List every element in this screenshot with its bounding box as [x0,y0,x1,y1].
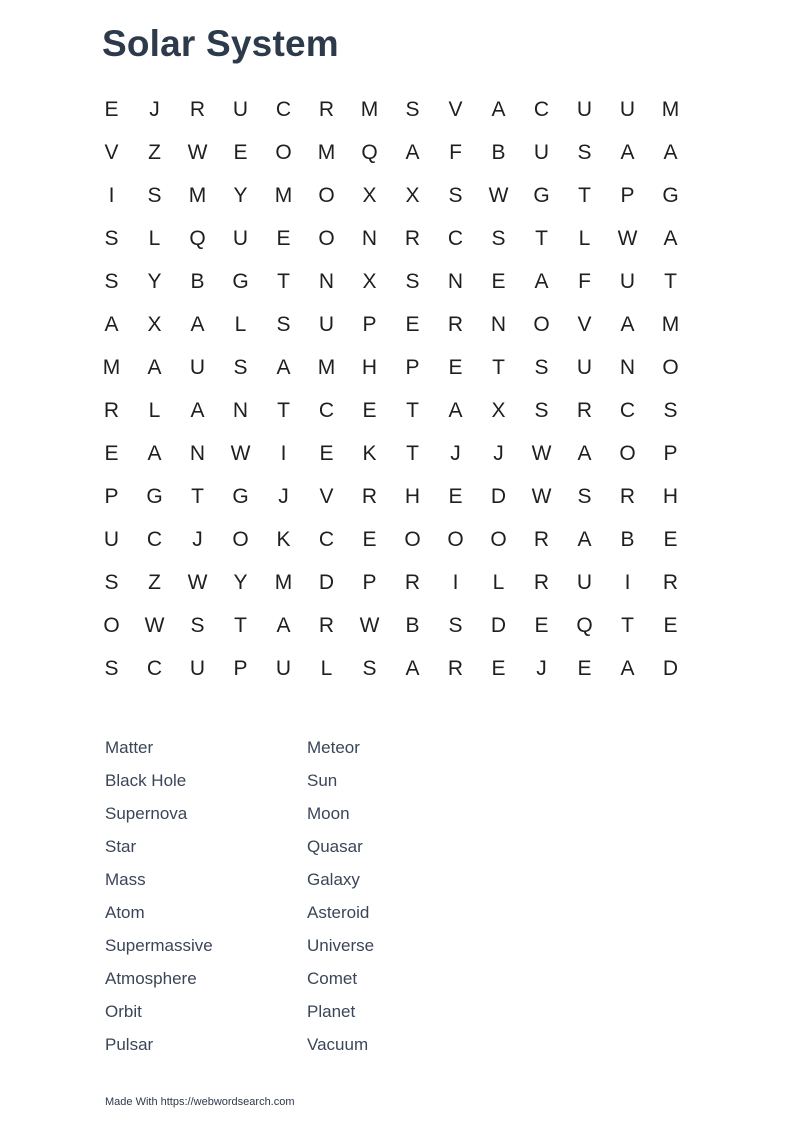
grid-letter: U [576,355,593,379]
grid-letter: R [103,398,120,422]
grid-letter: U [576,97,593,121]
grid-letter: A [276,355,291,379]
grid-letter: E [104,97,119,121]
grid-letter: O [103,613,120,637]
grid-letter: Y [233,570,248,594]
grid-letter: S [362,656,377,680]
grid-letter: E [534,613,549,637]
grid-letter: N [447,269,464,293]
grid-letter: V [104,140,119,164]
grid-letter: U [576,570,593,594]
grid-letter: R [576,398,593,422]
grid-letter: L [148,398,161,422]
grid-letter: E [448,484,463,508]
grid-letter: S [405,269,420,293]
grid-letter: C [146,656,163,680]
grid-letter: T [191,484,204,508]
grid-letter: A [620,312,635,336]
grid-letter: J [536,656,547,680]
word-list-item: Meteor [307,738,360,757]
grid-letter: C [533,97,550,121]
grid-letter: M [188,183,207,207]
grid-letter: A [448,398,463,422]
grid-letter: O [318,183,335,207]
grid-letter: M [274,570,293,594]
word-list-item: Supermassive [105,936,213,955]
grid-letter: N [619,355,636,379]
grid-letter: M [661,97,680,121]
grid-letter: R [447,312,464,336]
grid-letter: P [620,183,635,207]
grid-letter: A [405,140,420,164]
grid-letter: O [275,140,292,164]
grid-letter: N [490,312,507,336]
grid-letter: X [491,398,506,422]
grid-letter: A [276,613,291,637]
grid-letter: B [491,140,506,164]
grid-letter: Y [147,269,162,293]
grid-letter: Q [361,140,378,164]
grid-letter: T [234,613,247,637]
grid-letter: X [362,183,377,207]
grid-letter: A [190,312,205,336]
grid-letter: L [320,656,333,680]
grid-letter: S [405,97,420,121]
grid-letter: U [275,656,292,680]
word-list-item: Asteroid [307,903,370,922]
grid-letter: A [491,97,506,121]
grid-letter: T [277,269,290,293]
grid-letter: X [147,312,162,336]
word-list-item: Black Hole [105,771,187,790]
grid-letter: I [452,570,459,594]
grid-letter: H [404,484,421,508]
grid-letter: O [619,441,636,465]
grid-letter: B [190,269,205,293]
grid-letter: R [318,613,335,637]
grid-letter: S [147,183,162,207]
grid-letter: M [274,183,293,207]
word-list-item: Mass [105,870,146,889]
grid-letter: K [362,441,377,465]
grid-letter: W [488,183,509,207]
word-list-item: Star [105,837,137,856]
grid-letter: S [534,398,549,422]
grid-letter: S [663,398,678,422]
grid-letter: W [187,570,208,594]
grid-letter: I [108,183,115,207]
grid-letter: W [144,613,165,637]
grid-letter: G [232,269,249,293]
grid-letter: R [318,97,335,121]
grid-letter: F [578,269,591,293]
grid-letter: J [149,97,160,121]
grid-letter: K [276,527,291,551]
grid-letter: B [620,527,635,551]
grid-letter: A [663,226,678,250]
grid-letter: A [620,656,635,680]
grid-letter: U [232,97,249,121]
grid-letter: T [492,355,505,379]
grid-letter: C [318,527,335,551]
grid-letter: E [491,656,506,680]
grid-letter: W [531,484,552,508]
grid-letter: A [534,269,549,293]
word-list-item: Atom [105,903,145,922]
grid-letter: S [104,656,119,680]
grid-letter: M [317,140,336,164]
word-list [105,736,507,1066]
grid-letter: M [102,355,121,379]
grid-letter: R [447,656,464,680]
grid-letter: E [448,355,463,379]
grid-letter: B [405,613,420,637]
grid-letter: O [404,527,421,551]
grid-letter: A [620,140,635,164]
grid-letter: Q [189,226,206,250]
grid-letter: P [104,484,119,508]
grid-letter: S [104,269,119,293]
grid-letter: E [276,226,291,250]
grid-letter: P [362,570,377,594]
grid-letter: G [662,183,679,207]
grid-letter: Z [148,140,161,164]
grid-letter: U [533,140,550,164]
grid-letter: S [190,613,205,637]
word-list-item: Moon [307,804,350,823]
word-list-item: Universe [307,936,375,955]
word-list-item: Planet [307,1002,356,1021]
grid-letter: E [104,441,119,465]
grid-letter: E [319,441,334,465]
grid-letter: A [147,441,162,465]
grid-letter: A [577,527,592,551]
grid-letter: S [448,183,463,207]
grid-letter: D [662,656,679,680]
grid-letter: S [104,226,119,250]
grid-letter: G [533,183,550,207]
grid-letter: S [233,355,248,379]
grid-letter: U [189,355,206,379]
grid-letter: T [277,398,290,422]
grid-letter: J [278,484,289,508]
grid-letter: R [619,484,636,508]
grid-letter: I [280,441,287,465]
grid-letter: N [361,226,378,250]
grid-letter: D [490,484,507,508]
grid-letter: H [662,484,679,508]
grid-letter: P [663,441,678,465]
grid-letter: P [405,355,420,379]
grid-letter: U [189,656,206,680]
grid-letter: D [318,570,335,594]
grid-letter: M [317,355,336,379]
grid-letter: S [577,140,592,164]
word-list-item: Matter [105,738,154,757]
grid-letter: W [359,613,380,637]
grid-letter: E [362,398,377,422]
grid-letter: U [232,226,249,250]
grid-letter: A [147,355,162,379]
grid-letter: S [448,613,463,637]
grid-letter: E [362,527,377,551]
grid-letter: O [318,226,335,250]
grid-letter: J [493,441,504,465]
grid-letter: T [406,398,419,422]
grid-letter: A [104,312,119,336]
grid-letter: C [447,226,464,250]
grid-letter: C [619,398,636,422]
grid-letter: C [275,97,292,121]
grid-letter: T [664,269,677,293]
grid-letter: R [361,484,378,508]
grid-letter: E [491,269,506,293]
grid-letter: A [190,398,205,422]
grid-letter: J [450,441,461,465]
word-list-item: Sun [307,771,338,790]
grid-letter: E [405,312,420,336]
grid-letter: U [103,527,120,551]
grid-letter: J [192,527,203,551]
grid-letter: S [104,570,119,594]
grid-letter: S [276,312,291,336]
page-title: Solar System [102,23,339,64]
grid-letter: H [361,355,378,379]
grid-letter: M [661,312,680,336]
grid-letter: G [232,484,249,508]
word-list-item: Quasar [307,837,363,856]
grid-letter: E [663,527,678,551]
grid-letter: O [662,355,679,379]
grid-letter: V [319,484,334,508]
grid-letter: X [362,269,377,293]
grid-letter: V [577,312,592,336]
grid-letter: A [405,656,420,680]
word-list-item: Supernova [105,804,188,823]
grid-letter: R [404,570,421,594]
grid-letter: T [406,441,419,465]
grid-letter: E [663,613,678,637]
grid-letter: R [189,97,206,121]
letter-grid [90,88,692,690]
grid-letter: V [448,97,463,121]
grid-letter: C [318,398,335,422]
grid-letter: I [624,570,631,594]
grid-letter: O [447,527,464,551]
grid-letter: O [232,527,249,551]
grid-letter: U [619,269,636,293]
grid-letter: Y [233,183,248,207]
grid-letter: N [318,269,335,293]
grid-letter: W [230,441,251,465]
grid-letter: W [531,441,552,465]
grid-letter: R [404,226,421,250]
word-list-item: Vacuum [307,1035,369,1054]
grid-letter: S [491,226,506,250]
grid-letter: O [490,527,507,551]
grid-letter: P [233,656,248,680]
grid-letter: E [233,140,248,164]
grid-letter: X [405,183,420,207]
word-list-item: Atmosphere [105,969,197,988]
footer-credit: Made With https://webwordsearch.com [105,1096,295,1108]
word-list-item: Galaxy [307,870,360,889]
grid-letter: W [617,226,638,250]
grid-letter: F [449,140,462,164]
word-list-item: Orbit [105,1002,142,1021]
grid-letter: L [578,226,591,250]
grid-letter: O [533,312,550,336]
grid-letter: Q [576,613,593,637]
grid-letter: T [535,226,548,250]
word-list-item: Comet [307,969,358,988]
grid-letter: P [362,312,377,336]
grid-letter: C [146,527,163,551]
grid-letter: L [492,570,505,594]
grid-letter: R [533,527,550,551]
grid-letter: L [234,312,247,336]
grid-letter: S [534,355,549,379]
grid-letter: T [578,183,591,207]
grid-letter: A [663,140,678,164]
grid-letter: S [577,484,592,508]
grid-letter: G [146,484,163,508]
grid-letter: T [621,613,634,637]
grid-letter: L [148,226,161,250]
word-list-item: Pulsar [105,1035,154,1054]
grid-letter: U [318,312,335,336]
grid-letter: W [187,140,208,164]
grid-letter: R [533,570,550,594]
grid-letter: E [577,656,592,680]
grid-letter: D [490,613,507,637]
grid-letter: N [189,441,206,465]
grid-letter: A [577,441,592,465]
grid-letter: R [662,570,679,594]
grid-letter: N [232,398,249,422]
grid-letter: U [619,97,636,121]
grid-letter: M [360,97,379,121]
grid-letter: Z [148,570,161,594]
